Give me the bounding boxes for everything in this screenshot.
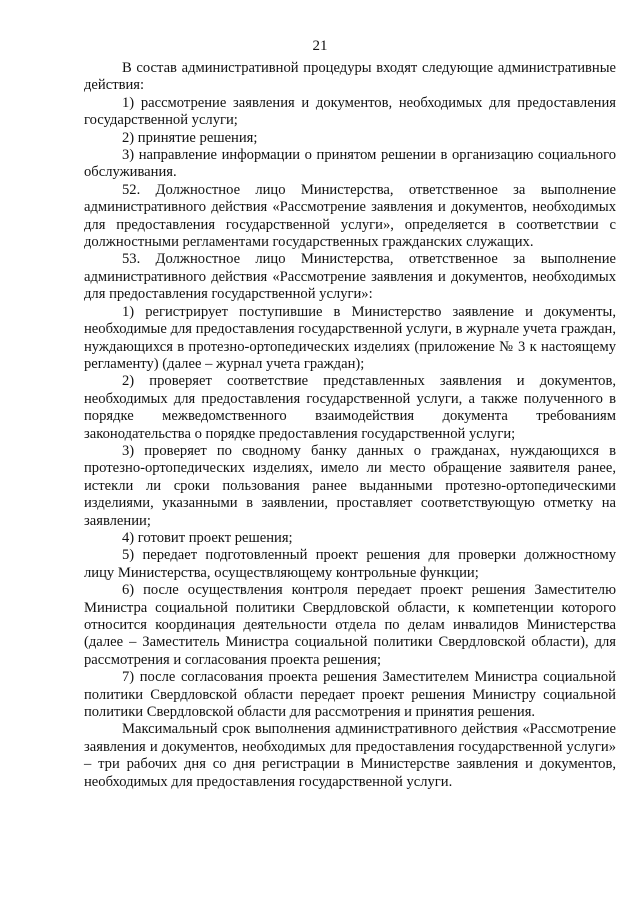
paragraph: 3) направление информации о принятом решении в организацию социального обслуживания. — [84, 147, 616, 181]
paragraph: 4) готовит проект решения; — [122, 529, 293, 546]
page-number: 21 — [312, 38, 328, 54]
document-body — [84, 60, 616, 791]
paragraph: 3) проверяет по сводному банку данных о гражданах, нуждающихся в протезно-ортопедических изделиях, имело ли место обращение заявителя ранее, истекли ли сроки пользования ранее выданными протезно-ортопедическими изделиями, указанными в заявлении, проставляет соответствующую отметку на заявлении; — [84, 442, 616, 529]
paragraph: 52. Должностное лицо Министерства, ответственное за выполнение административного действия «Рассмотрение заявления и документов, необходимых для предоставления государственной услуги», определяется в соответствии с должностными регламентами государственных гражданских служащих. — [84, 181, 616, 251]
paragraph: 2) проверяет соответствие представленных заявления и документов, необходимых для предоставления государственной услуги, а также полученного в порядке межведомственного взаимодействия документа требованиям законодательства о порядке предоставления государственной услуги; — [84, 373, 616, 442]
paragraph: 2) принятие решения; — [122, 129, 258, 146]
paragraph: Максимальный срок выполнения административного действия «Рассмотрение заявления и документов, необходимых для предоставления государственной услуги» – три рабочих дня со дня регистрации в Министерстве заявления и документов, необходимых для предоставления государственной услуги. — [84, 721, 616, 790]
paragraph: 1) рассмотрение заявления и документов, необходимых для предоставления государственной услуги; — [84, 94, 616, 129]
paragraph: В состав административной процедуры входят следующие административные действия: — [84, 60, 616, 94]
paragraph: 5) передает подготовленный проект решения для проверки должностному лицу Министерства, осуществляющему контрольные функции; — [84, 547, 616, 581]
paragraph: 53. Должностное лицо Министерства, ответственное за выполнение административного действия «Рассмотрение заявления и документов, необходимых для предоставления государственной услуги»: — [84, 251, 616, 303]
paragraph: 1) регистрирует поступившие в Министерство заявление и документы, необходимые для предоставления государственной услуги, в журнале учета граждан, нуждающихся в протезно-ортопедических изделиях (приложение № 3 к настоящему регламенту) (далее – журнал учета граждан); — [84, 303, 616, 372]
paragraph: 7) после согласования проекта решения Заместителем Министра социальной политики Свердловской области передает проект решения Министру социальной политики Свердловской области для рассмотрения и принятия решения. — [84, 669, 616, 721]
paragraph: 6) после осуществления контроля передает проект решения Заместителю Министра социальной политики Свердловской области, к компетенции которого относится координация деятельности отдела по делам инвалидов Министерства (далее – Заместитель Министра социальной политики Свердловской области), для рассмотрения и согласования проекта решения; — [84, 582, 616, 668]
